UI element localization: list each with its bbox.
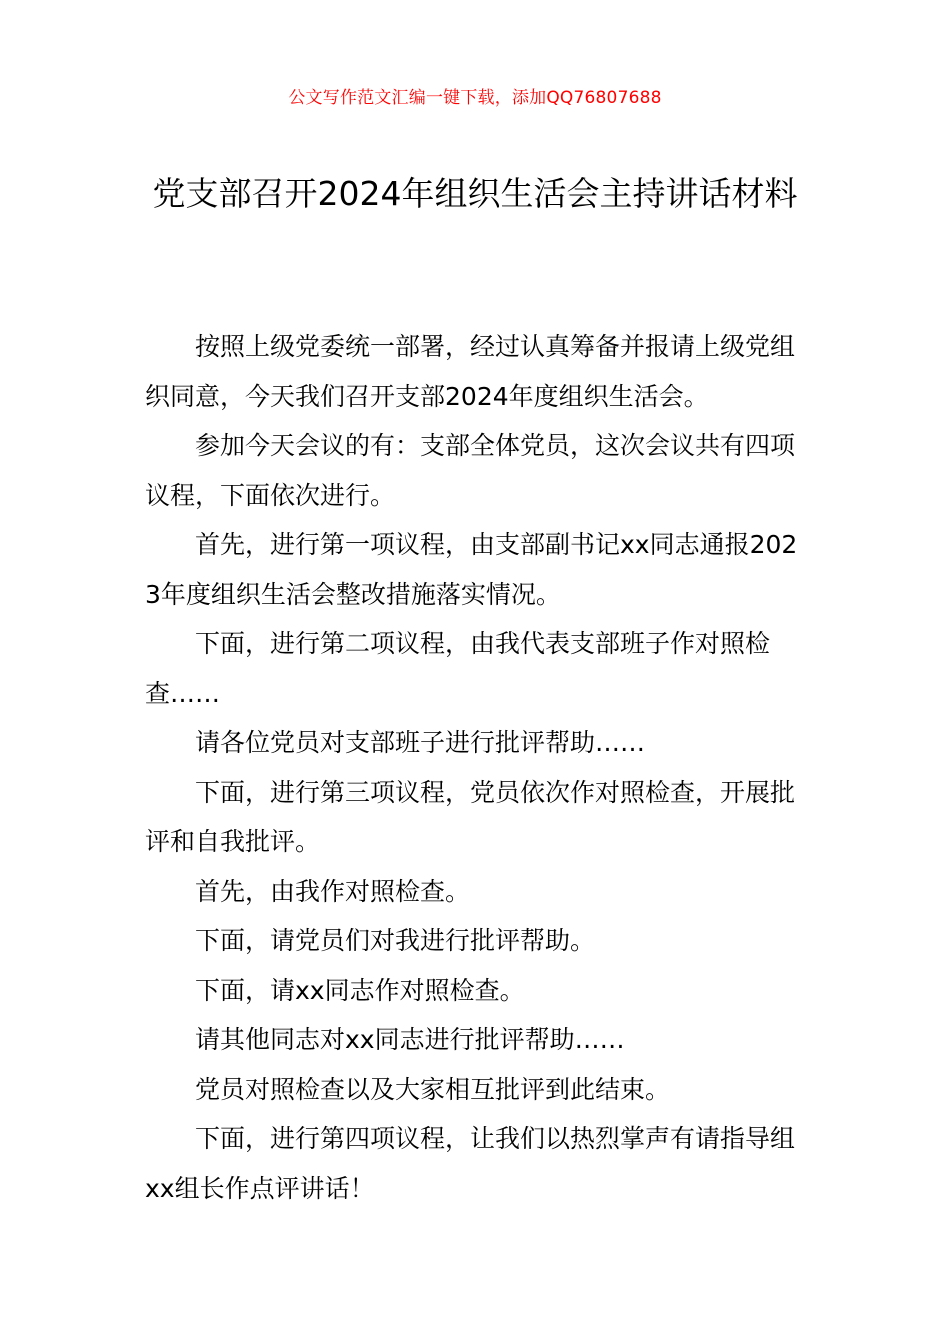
paragraph: 下面，进行第四项议程，让我们以热烈掌声有请指导组xx组长作点评讲话！ [145, 1124, 796, 1203]
paragraph: 首先，由我作对照检查。 [195, 876, 471, 906]
paragraph: 参加今天会议的有：支部全体党员，这次会议共有四项议程，下面依次进行。 [145, 431, 796, 510]
paragraph: 下面，请党员们对我进行批评帮助。 [195, 926, 596, 955]
paragraph: 请其他同志对xx同志进行批评帮助…… [195, 1025, 625, 1054]
paragraph: 党员对照检查以及大家相互批评到此结束。 [195, 1074, 671, 1104]
paragraph: 首先，进行第一项议程，由支部副书记xx同志通报2023年度组织生活会整改措施落实情况。 [145, 530, 798, 609]
paragraph: 请各位党员对支部班子进行批评帮助…… [195, 728, 646, 757]
paragraph: 按照上级党委统一部署，经过认真筹备并报请上级党组织同意，今天我们召开支部2024年度组织生活会。 [145, 332, 796, 411]
paragraph: 下面，请xx同志作对照检查。 [195, 975, 525, 1005]
paragraph: 下面，进行第三项议程，党员依次作对照检查，开展批评和自我批评。 [145, 777, 796, 856]
paragraph: 下面，进行第二项议程，由我代表支部班子作对照检查…… [145, 629, 771, 708]
document-title: 党支部召开2024年组织生活会主持讲话材料 [152, 174, 798, 213]
document-body [145, 322, 809, 1213]
download-banner: 公文写作范文汇编一键下载，添加QQ76807688 [288, 88, 662, 108]
